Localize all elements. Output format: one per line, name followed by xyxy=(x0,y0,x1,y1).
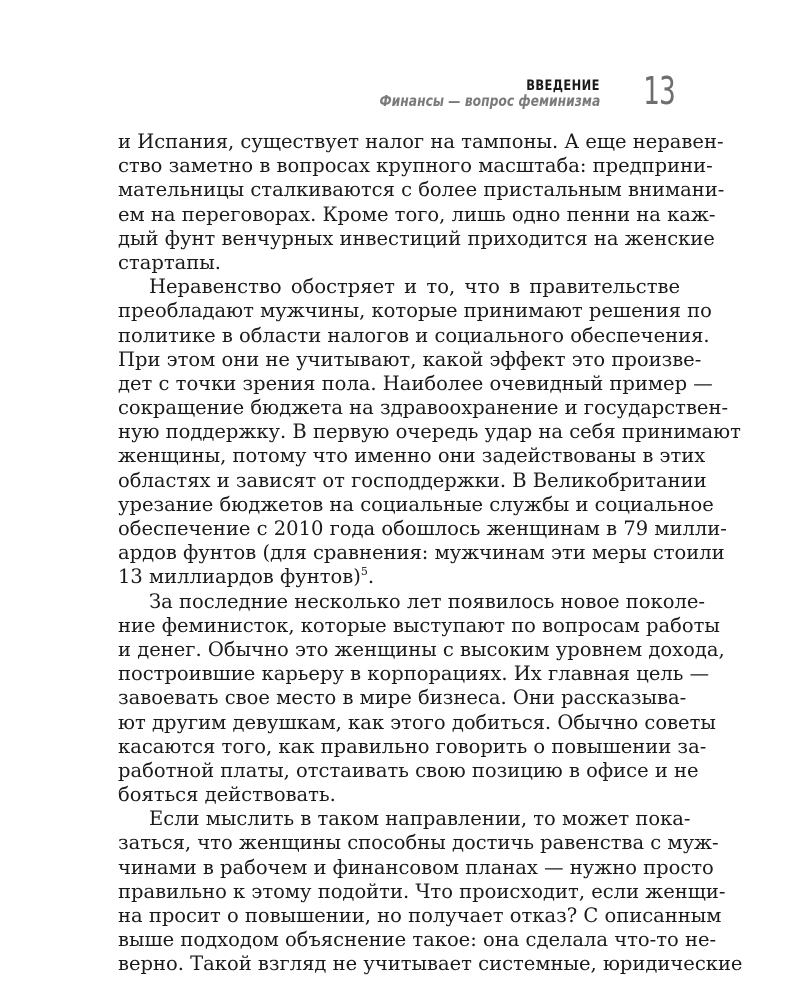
text-line-content: Неравенство обостряет и то, что в правительстве xyxy=(149,275,680,299)
text-line xyxy=(118,686,687,710)
text-line xyxy=(118,855,714,880)
text-line xyxy=(118,396,729,420)
text-line-content: касаются того, как правильно говорить о повышении за- xyxy=(118,734,707,758)
text-line-content: правильно к этому подойти. Что происходит, если женщи- xyxy=(118,879,726,903)
body-text xyxy=(118,130,743,977)
text-line xyxy=(118,371,713,396)
text-line xyxy=(118,589,705,614)
text-line xyxy=(118,492,714,517)
text-line-content: бояться действовать. xyxy=(118,783,336,807)
text-line-content: женщины, потому что именно они задействованы в этих xyxy=(118,444,706,468)
text-line-content: дый фунт венчурных инвестиций приходится на женские xyxy=(118,226,715,250)
text-line xyxy=(118,783,680,807)
text-line xyxy=(118,807,691,831)
footnote-marker[interactable]: 5 xyxy=(360,565,368,579)
text-line xyxy=(118,928,717,952)
text-line xyxy=(118,299,712,323)
text-line-content: и денег. Обычно это женщины с высоким уровнем дохода, xyxy=(118,637,725,661)
text-line-content: 13 миллиардов фунтов) xyxy=(118,565,361,589)
text-line xyxy=(118,879,726,904)
text-line-content: Если мыслить в таком направлении, то может пока- xyxy=(149,807,691,831)
text-line-content: работной платы, отстаивать свою позицию в офисе и не xyxy=(118,758,699,782)
text-line-content: ство заметно в вопросах крупного масштаба: предприни- xyxy=(118,154,713,178)
text-line-content: мательницы сталкиваются с более пристальным внимани- xyxy=(118,178,725,202)
text-line-content: урезание бюджетов на социальные службы и социальное xyxy=(118,492,714,516)
text-line xyxy=(118,662,710,686)
text-line xyxy=(118,444,706,468)
text-line-content: преобладают мужчины, которые принимают решения по xyxy=(118,299,712,323)
running-header xyxy=(88,69,712,113)
text-line xyxy=(118,710,716,735)
text-line-content: При этом они не учитывают, какой эффект это произве- xyxy=(118,347,702,371)
text-line-content: ардов фунтов (для сравнения: мужчинам эти меры стоили xyxy=(118,541,725,565)
text-line-content: завоевать свое место в мире бизнеса. Они рассказыва- xyxy=(118,686,687,710)
page-number: 13 xyxy=(643,69,676,113)
text-line-content: ем на переговорах. Кроме того, лишь одно пенни на каж- xyxy=(118,202,716,226)
text-line: 13 миллиардов фунтов)$^5$. xyxy=(118,565,375,589)
text-line xyxy=(118,468,707,493)
text-line xyxy=(118,251,680,275)
text-line xyxy=(118,952,743,976)
text-line xyxy=(118,613,720,638)
text-line-content: ную поддержку. В первую очередь удар на себя принимают xyxy=(118,420,741,444)
text-line-content: и Испания, существует налог на тампоны. А еще нерaвен- xyxy=(118,130,724,153)
text-line-content: политике в области налогов и социального обеспечения. xyxy=(118,323,710,347)
text-line-content: на просит о повышении, но получает отказ? С описанным xyxy=(118,904,722,927)
chapter-subtitle: Финансы — вопрос феминизма xyxy=(379,92,600,110)
text-line xyxy=(118,904,722,928)
text-line-content: заться, что женщины способны достичь равенства с муж- xyxy=(118,831,719,855)
text-line xyxy=(118,130,724,154)
text-line xyxy=(118,202,716,227)
text-line xyxy=(118,517,727,541)
text-line xyxy=(118,734,707,759)
text-line xyxy=(118,275,680,299)
text-line xyxy=(118,420,741,444)
text-line-content: ют другим девушкам, как этого добиться. Обычно советы xyxy=(118,710,716,734)
text-line-content: чинами в рабочем и финансовом планах — нужно просто xyxy=(118,855,714,879)
text-line xyxy=(118,831,719,855)
text-line xyxy=(118,637,725,662)
text-line xyxy=(118,758,699,783)
text-line-content: дет с точки зрения пола. Наиболее очевидный пример — xyxy=(118,371,713,395)
text-line-content: ние феминисток, которые выступают по вопросам работы xyxy=(118,613,720,637)
text-line-content: построившие карьеру в корпорациях. Их главная цель — xyxy=(118,662,710,686)
text-line xyxy=(118,178,725,202)
text-line-content: верно. Такой взгляд не учитывает системные, юридические xyxy=(118,952,743,976)
text-line-content: обеспечение с 2010 года обошлось женщинам в 79 милли- xyxy=(118,517,727,540)
text-line xyxy=(118,226,715,251)
text-line xyxy=(118,323,710,348)
text-line-content: За последние несколько лет появилось новое поколе- xyxy=(149,589,705,613)
text-line-content: сокращение бюджета на здравоохранение и государствен- xyxy=(118,396,729,420)
text-line xyxy=(118,541,725,565)
text-line-content: стартапы. xyxy=(118,250,221,274)
text-line xyxy=(118,347,702,372)
text-line-content: выше подходом объяснение такое: она сделала что-то не- xyxy=(118,928,717,952)
chapter-label: ВВЕДЕНИЕ xyxy=(526,78,600,94)
text-line xyxy=(118,154,713,178)
text-line-content: областях и зависят от господдержки. В Великобритании xyxy=(118,468,707,492)
